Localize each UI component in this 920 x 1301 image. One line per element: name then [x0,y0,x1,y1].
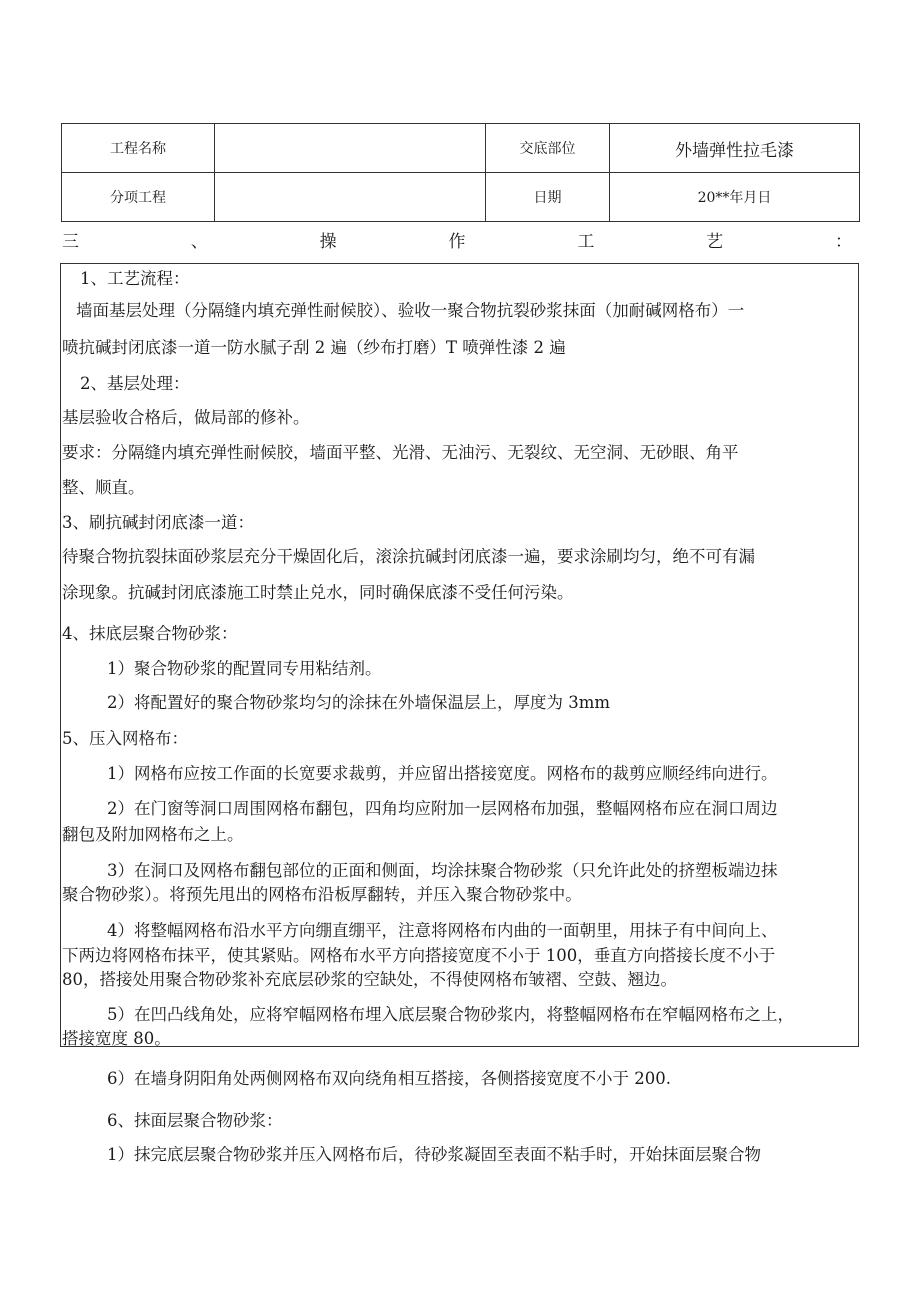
project-info-table [61,123,860,222]
heading-char: 作 [448,232,466,252]
paragraph-line: 搭接宽度 80。 [62,1029,171,1048]
section-heading [62,227,852,251]
location-label: 交底部位 [486,124,610,173]
paragraph-line: 2）将配置好的聚合物砂浆均匀的涂抹在外墙保温层上，厚度为 3mm [107,693,611,712]
paragraph-line: 4）将整幅网格布沿水平方向绷直绷平，注意将网格布内曲的一面朝里，用抹子有中间向上、 [107,921,778,940]
paragraph-line: 待聚合物抗裂抹面砂浆层充分干燥固化后，滚涂抗碱封闭底漆一遍，要求涂刷均匀，绝不可有漏 [62,547,755,566]
project-name-label: 工程名称 [62,124,215,173]
paragraph-line: 基层验收合格后，做局部的修补。 [62,408,310,427]
location-value: 外墙弹性拉毛漆 [610,124,860,173]
paragraph-line: 5）在凹凸线角处，应将窄幅网格布埋入底层聚合物砂浆内，将整幅网格布在窄幅网格布之上， [107,1005,794,1024]
paragraph-line: 1）抹完底层聚合物砂浆并压入网格布后，待砂浆凝固至表面不粘手时，开始抹面层聚合物 [107,1145,761,1164]
paragraph-line: 6）在墙身阴阳角处两侧网格布双向绕角相互搭接，各侧搭接宽度不小于 200. [107,1069,671,1088]
paragraph-line: 要求：分隔缝内填充弹性耐候胶，墙面平整、光滑、无油污、无裂纹、无空洞、无砂眼、角平 [62,443,739,462]
paragraph-line: 80，搭接处用聚合物砂浆补充底层砂浆的空缺处，不得使网格布皱褶、空鼓、翘边。 [62,970,677,989]
step-heading: 5、压入网格布： [62,729,188,748]
table-row [62,173,860,222]
date-label: 日期 [486,173,610,222]
step-heading: 1、工艺流程： [80,269,190,288]
step-heading: 6、抹面层聚合物砂浆： [107,1111,283,1130]
heading-char: 三 [62,232,79,252]
subproject-value [215,173,486,222]
subproject-label: 分项工程 [62,173,215,222]
paragraph-line: 2）在门窗等洞口周围网格布翻包，四角均应附加一层网格布加强，整幅网格布应在洞口周边 [107,799,778,818]
paragraph-line: 3）在洞口及网格布翻包部位的正面和侧面，均涂抹聚合物砂浆（只允许此处的挤塑板端边抹 [107,861,778,880]
paragraph-line: 喷抗碱封闭底漆一道一防水腻子刮 2 遍（纱布打磨）T 喷弹性漆 2 遍 [62,338,566,357]
step-heading: 2、基层处理： [80,374,190,393]
project-name-value [215,124,486,173]
paragraph-line: 聚合物砂浆）。将预先甩出的网格布沿板厚翻转，并压入聚合物砂浆中。 [62,885,582,904]
table-row [62,124,860,173]
paragraph-line: 1）网格布应按工作面的长宽要求裁剪，并应留出搭接宽度。网格布的裁剪应顺经纬向进行。 [107,764,778,783]
heading-char: 、 [190,232,208,252]
paragraph-line: 下两边将网格布抹平，使其紧贴。网格布水平方向搭接宽度不小于 100，垂直方向搭接长度不小于 [62,946,776,965]
paragraph-line: 墙面基层处理（分隔缝内填充弹性耐候胶）、验收一聚合物抗裂砂浆抹面（加耐碱网格布）一 [76,301,745,320]
paragraph-line: 翻包及附加网格布之上。 [62,825,244,844]
date-value: 20**年月日 [610,173,860,222]
heading-char: 操 [319,232,337,252]
paragraph-line: 涂现象。抗碱封闭底漆施工时禁止兑水，同时确保底漆不受任何污染。 [62,583,574,602]
step-heading: 3、刷抗碱封闭底漆一道： [62,513,254,532]
paragraph-line: 1）聚合物砂浆的配置同专用粘结剂。 [107,659,382,678]
heading-char: 艺 [706,232,724,252]
paragraph-line: 整、顺直。 [62,478,145,497]
heading-char: 工 [577,232,595,252]
heading-char: ： [834,232,852,252]
step-heading: 4、抹底层聚合物砂浆： [62,624,238,643]
